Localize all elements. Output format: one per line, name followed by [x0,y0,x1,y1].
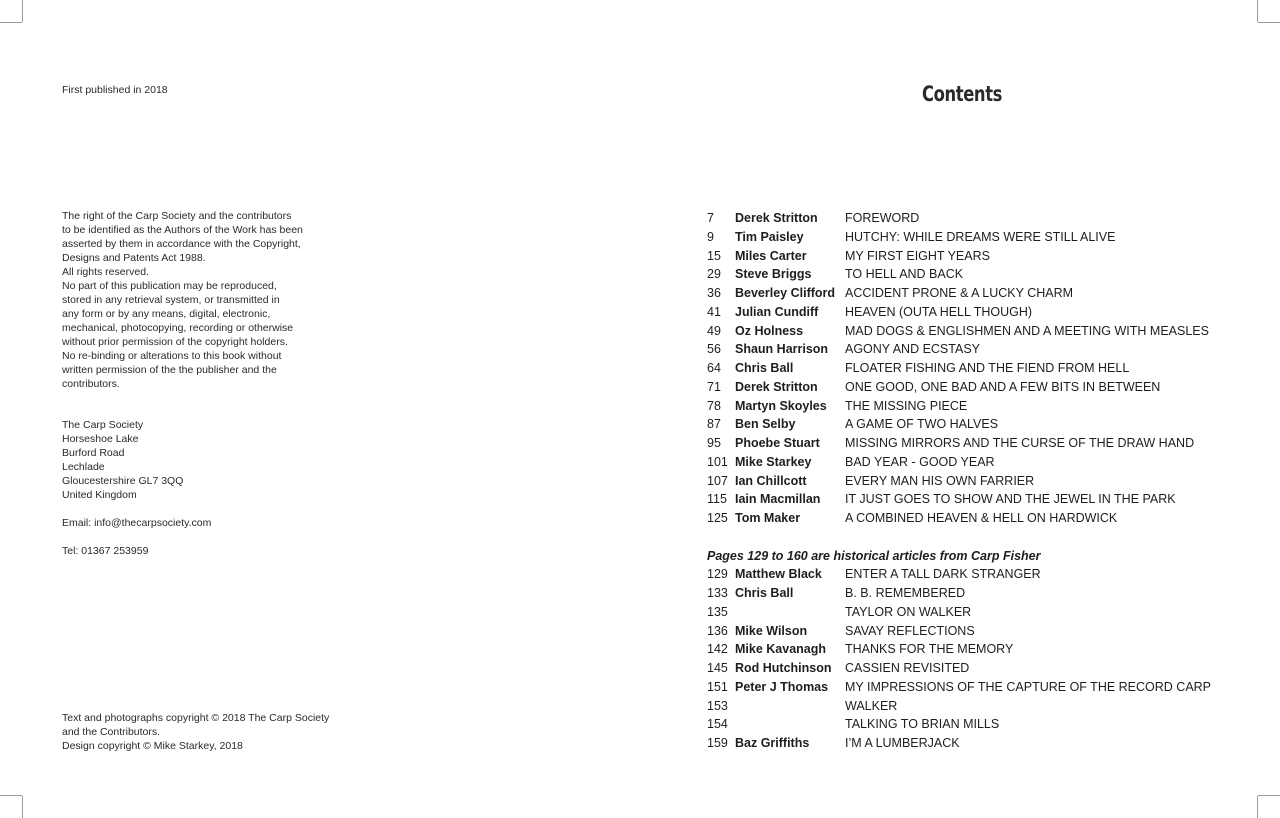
rights-notice [62,209,382,391]
copyright-line: and the Contributors. [62,726,161,738]
entry-author: Steve Briggs [735,267,812,282]
entry-page-number: 125 [707,511,728,525]
address-line: The Carp Society [62,419,144,431]
contents-entry [707,565,1247,584]
contents-entry [707,622,1247,641]
table-of-contents [707,209,1247,753]
contents-entries [707,209,1247,528]
entry-title: MISSING MIRRORS AND THE CURSE OF THE DRAW HAND [845,436,1195,450]
entry-author: Chris Ball [735,361,794,375]
entry-title: A COMBINED HEAVEN & HELL ON HARDWICK [845,511,1118,525]
contents-entry [707,584,1247,603]
entry-author: Mike Wilson [735,623,808,638]
contents-entry [707,265,1247,284]
entry-title: B. B. REMEMBERED [845,586,966,600]
entry-author: Martyn Skoyles [735,398,827,413]
entry-author: Mike Kavanagh [735,642,827,657]
entry-page-number: 115 [707,492,727,507]
address-line: United Kingdom [62,489,137,501]
contents-entry [707,490,1247,509]
entry-author: Julian Cundiff [735,304,819,319]
entry-page-number: 9 [707,229,714,244]
contents-entry [707,284,1247,303]
rights-line: contributors. [62,378,120,390]
contents-entry [707,303,1247,322]
entry-title: SAVAY REFLECTIONS [845,623,975,638]
first-published-line: First published in 2018 [62,84,168,96]
entry-page-number: 15 [707,248,721,263]
entry-page-number: 36 [707,286,721,300]
entry-title: HUTCHY: WHILE DREAMS WERE STILL ALIVE [845,229,1116,244]
entry-title: TO HELL AND BACK [845,267,964,282]
entry-page-number: 135 [707,604,728,619]
entry-page-number: 154 [707,717,728,732]
entry-page-number: 136 [707,623,728,638]
entry-title: HEAVEN (OUTA HELL THOUGH) [845,304,1033,319]
crop-mark-top-right-vertical [1257,0,1258,22]
section-spacer [707,528,1247,547]
entry-author: Mike Starkey [735,454,812,469]
rights-line: All rights reserved. [62,266,149,278]
entry-author: Miles Carter [735,248,807,263]
entry-page-number: 145 [707,661,728,675]
contents-entry [707,247,1247,266]
entry-page-number: 151 [707,679,728,694]
entry-author: Tom Maker [735,511,801,525]
entry-author: Ben Selby [735,417,796,432]
entry-author: Tim Paisley [735,229,804,244]
entry-title: MY FIRST EIGHT YEARS [845,248,990,263]
contents-entry [707,397,1247,416]
entry-page-number: 29 [707,267,721,282]
entry-title: I’M A LUMBERJACK [845,736,960,750]
rights-line: No re-binding or alterations to this book without [62,350,282,362]
contents-entry [707,509,1247,528]
contents-entry [707,715,1247,734]
rights-line: Designs and Patents Act 1988. [62,252,206,264]
entry-title: ONE GOOD, ONE BAD AND A FEW BITS IN BETWEEN [845,379,1161,394]
contents-entry [707,678,1247,697]
contents-heading: Contents [922,82,1002,106]
rights-line: stored in any retrieval system, or transmitted in [62,294,280,306]
rights-line: to be identified as the Authors of the Work has been [62,224,303,236]
entry-author: Beverley Clifford [735,286,836,300]
rights-line: without prior permission of the copyright holders. [62,336,288,348]
entry-author: Matthew Black [735,567,822,582]
rights-line: The right of the Carp Society and the contributors [62,210,292,222]
entry-page-number: 56 [707,342,721,357]
contents-entry [707,322,1247,341]
entry-page-number: 7 [707,211,714,225]
entry-page-number: 107 [707,473,728,488]
entry-page-number: 71 [707,379,721,394]
entry-title: ENTER A TALL DARK STRANGER [845,567,1041,582]
historical-entries [707,565,1247,753]
entry-title: FOREWORD [845,211,920,225]
entry-title: MY IMPRESSIONS OF THE CAPTURE OF THE RECORD CARP [845,679,1212,694]
publisher-email: Email: info@thecarpsociety.com [62,517,212,529]
entry-title: EVERY MAN HIS OWN FARRIER [845,473,1035,488]
entry-page-number: 153 [707,698,728,713]
entry-title: MAD DOGS & ENGLISHMEN AND A MEETING WITH MEASLES [845,323,1209,338]
contents-entry [707,378,1247,397]
crop-mark-bottom-left-vertical [22,796,23,818]
contents-entry [707,659,1247,678]
entry-page-number: 129 [707,567,728,582]
contents-entry [707,640,1247,659]
contents-entry [707,453,1247,472]
entry-author: Baz Griffiths [735,736,810,750]
entry-title: WALKER [845,698,898,713]
publisher-telephone: Tel: 01367 253959 [62,545,149,557]
rights-line: written permission of the the publisher and the [62,364,277,376]
entry-author: Iain Macmillan [735,492,821,507]
entry-author: Phoebe Stuart [735,436,820,450]
entry-author: Shaun Harrison [735,342,829,357]
entry-page-number: 64 [707,361,721,375]
contents-entry [707,415,1247,434]
entry-page-number: 101 [707,454,728,469]
copyright-line: Design copyright © Mike Starkey, 2018 [62,740,243,752]
rights-line: any form or by any means, digital, electronic, [62,308,271,320]
entry-title: THANKS FOR THE MEMORY [845,642,1014,657]
entry-author: Chris Ball [735,586,794,600]
address-line: Gloucestershire GL7 3QQ [62,475,184,487]
entry-title: THE MISSING PIECE [845,398,968,413]
entry-title: A GAME OF TWO HALVES [845,417,999,432]
entry-title: AGONY AND ECSTASY [845,342,980,357]
contents-entry [707,434,1247,453]
entry-page-number: 87 [707,417,721,432]
entry-title: TAYLOR ON WALKER [845,604,972,619]
entry-title: IT JUST GOES TO SHOW AND THE JEWEL IN THE PARK [845,492,1176,507]
contents-entry [707,340,1247,359]
entry-page-number: 95 [707,436,721,450]
entry-title: CASSIEN REVISITED [845,661,970,675]
crop-mark-bottom-right-vertical [1257,796,1258,818]
contents-entry [707,603,1247,622]
crop-mark-top-left-horizontal [0,22,22,23]
crop-mark-bottom-right-horizontal [1258,795,1280,796]
entry-author: Rod Hutchinson [735,661,832,675]
rights-line: mechanical, photocopying, recording or otherwise [62,322,294,334]
historical-articles-note: Pages 129 to 160 are historical articles from Carp Fisher [707,548,1041,563]
contents-entry [707,734,1247,753]
entry-page-number: 49 [707,323,721,338]
entry-page-number: 78 [707,398,721,413]
copyright-notice [62,711,382,753]
contents-entry [707,359,1247,378]
entry-title: ACCIDENT PRONE & A LUCKY CHARM [845,286,1074,300]
contents-entry [707,228,1247,247]
address-line: Lechlade [62,461,105,473]
entry-page-number: 159 [707,736,728,750]
contents-entry [707,472,1247,491]
address-line: Burford Road [62,447,125,459]
contents-entry [707,697,1247,716]
entry-page-number: 133 [707,586,728,600]
crop-mark-top-left-vertical [22,0,23,22]
entry-page-number: 142 [707,642,728,657]
entry-author: Derek Stritton [735,379,818,394]
entry-page-number: 41 [707,304,721,319]
entry-title: FLOATER FISHING AND THE FIEND FROM HELL [845,361,1130,375]
crop-mark-top-right-horizontal [1258,22,1280,23]
crop-mark-bottom-left-horizontal [0,795,22,796]
publisher-address [62,418,382,502]
entry-title: TALKING TO BRIAN MILLS [845,717,1000,732]
entry-author: Peter J Thomas [735,679,829,694]
copyright-line: Text and photographs copyright © 2018 The Carp Society [62,712,330,724]
entry-author: Oz Holness [735,323,804,338]
entry-title: BAD YEAR - GOOD YEAR [845,454,995,469]
contents-entry [707,209,1247,228]
entry-author: Derek Stritton [735,211,818,225]
rights-line: asserted by them in accordance with the Copyright, [62,238,301,250]
entry-author: Ian Chillcott [735,473,807,488]
address-line: Horseshoe Lake [62,433,139,445]
rights-line: No part of this publication may be reproduced, [62,280,277,292]
